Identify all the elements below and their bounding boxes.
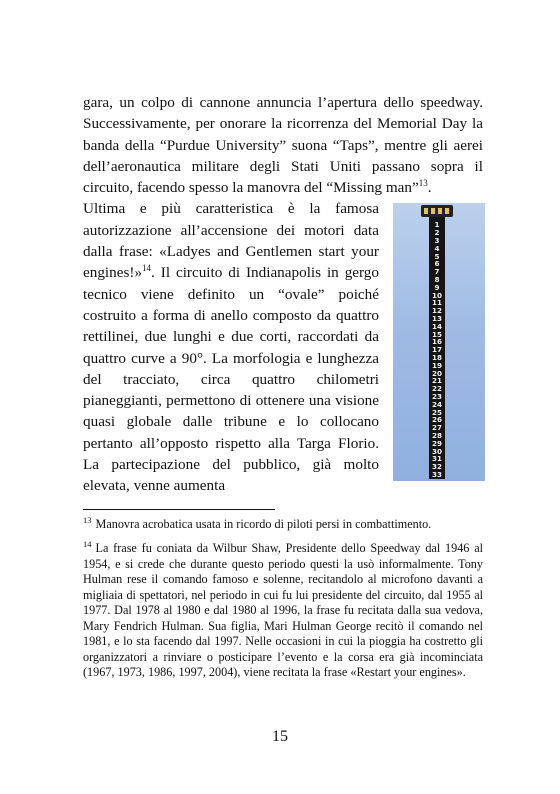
paragraph-intro [83, 92, 483, 198]
tower-number: 30 [431, 446, 442, 456]
tower-number: 17 [431, 345, 442, 355]
tower-number: 2 [434, 228, 440, 238]
footnote-14-number: 14 [83, 538, 92, 549]
footnote-divider [83, 509, 275, 510]
tower-number: 29 [431, 438, 442, 448]
footnote-14-text: La frase fu coniata da Wilbur Shaw, Presidente dello Speedway dal 1946 al 1954, e si crede che durante questo periodo questi la usò informalmente. Tony Hulman rese il comando famoso e solenne, recitandolo al microfono davanti a migliaia di spettatori, nel periodo in cui fu lui presidente del circuito, dal 1955 al 1977. Dal 1978 al 1980 e dal 1980 al 1996, la frase fu recitata dalla sua vedova, Mary Fendrich Hulman. Sua figlia, Mari Hulman George recitò il comando nel 1981, e lo sta facendo dal 1997. Nelle occasioni in cui la pioggia ha costretto gli organizzatori a rinviare o posticipare l’evento e la corsa era già incominciata (1967, 1973, 1986, 1997, 2004), viene recitata la frase «Restart your engines». [83, 541, 483, 679]
tower-number: 12 [431, 306, 442, 316]
body-text [83, 92, 483, 497]
tower-number: 10 [431, 290, 442, 300]
tower-number: 8 [434, 275, 440, 285]
tower-number: 15 [431, 329, 442, 339]
timing-tower-photo [393, 203, 485, 481]
tower-number: 9 [434, 282, 440, 292]
tower-number: 5 [434, 251, 440, 261]
intro-text: gara, un colpo di cannone annuncia l’apertura dello speedway. Successivamente, per onorare la ricorrenza del Memorial Day la banda della “Purdue University” suona “Taps”, mentre gli aerei dell’aeronautica militare degli Stati Uniti passano sopra il circuito, facendo spesso la manovra del “Missing man” [83, 94, 483, 197]
tower-number: 21 [431, 376, 442, 386]
intro-end: . [427, 179, 432, 197]
tower-number: 33 [431, 469, 442, 479]
tower-number: 18 [431, 353, 442, 363]
tower-number: 28 [431, 431, 442, 440]
tower-number: 31 [431, 454, 442, 464]
para-b-text: . Il circuito di Indianapolis in gergo tecnico viene definito un “ovale” poiché costruito a forma di anello composto da quattro rettilinei, due lunghi e due corti, raccordati da quattro curve a 90°. La morfologia e lunghezza del tracciato, circa quattro chilometri pianeggianti, permettono di ottenere una visione quasi globale dalle tribune e lo collocano pertanto all’opposto rispetto alla Targa Florio. La partecipazione del pubblico, già molto elevata, venne aumenta [83, 264, 379, 495]
tower-number: 7 [434, 267, 440, 277]
tower-number: 13 [431, 314, 442, 324]
para-a-text: Ultima e più caratteristica è la famosa autorizzazione all’accensione dei motori data dalla frase: «Ladyes and Gentlemen start your engines!» [83, 200, 379, 282]
tower-number: 22 [431, 384, 442, 394]
footnote-13-text: Manovra acrobatica usata in ricordo di piloti persi in combattimento. [95, 517, 432, 531]
tower-number: 3 [434, 236, 440, 246]
tower-number: 16 [431, 337, 442, 347]
tower-position-numbers [427, 221, 447, 478]
footnote-ref-14[interactable]: 14 [142, 263, 152, 274]
tower-number: 25 [431, 407, 442, 417]
tower-number: 14 [431, 321, 442, 331]
tower-number: 1 [434, 220, 440, 230]
page-number: 15 [272, 728, 288, 745]
tower-number: 32 [431, 462, 442, 472]
footnote-ref-13[interactable]: 13 [418, 178, 428, 189]
tower-number: 26 [431, 415, 442, 425]
tower-number: 19 [431, 360, 442, 370]
tower-number: 23 [431, 392, 442, 402]
footnote-13 [83, 514, 483, 533]
footnote-14 [83, 538, 483, 681]
tower-number: 24 [431, 399, 442, 409]
tower-number: 6 [434, 259, 440, 269]
tower-number: 4 [434, 243, 440, 253]
tower-number: 11 [431, 298, 442, 308]
tower-number: 27 [431, 423, 442, 433]
tower-lights [424, 208, 450, 214]
footnote-13-number: 13 [83, 514, 92, 525]
tower-number: 20 [431, 368, 442, 378]
